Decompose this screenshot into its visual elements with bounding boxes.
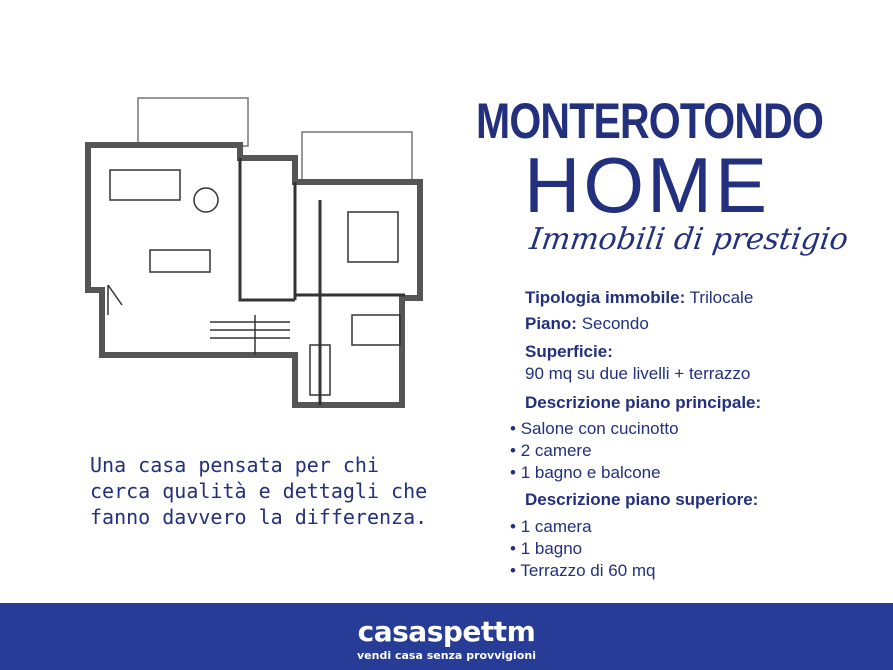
tipologia-label: Tipologia immobile: [525, 288, 686, 307]
superficie-label: Superficie: [525, 342, 613, 361]
superficie-value: 90 mq su due livelli + terrazzo [525, 364, 751, 383]
piano-value: Secondo [581, 314, 649, 333]
principale-label: Descrizione piano principale: [525, 393, 762, 412]
footer-banner [0, 603, 893, 670]
tipologia-value: Trilocale [689, 288, 754, 307]
piano-label: Piano: [525, 314, 577, 333]
principale-item: 2 camere [520, 441, 592, 460]
superiore-item: 1 bagno [520, 539, 583, 558]
title-monterotondo: MONTEROTONDO [476, 93, 824, 149]
tagline: Immobili di prestigio [527, 222, 851, 257]
superiore-item: 1 camera [520, 517, 592, 536]
brand-logo: casaspettm [357, 615, 536, 648]
principale-item: 1 bagno e balcone [520, 463, 661, 482]
principale-item: Salone con cucinotto [520, 419, 679, 438]
floor-plan [80, 90, 430, 410]
superiore-label: Descrizione piano superiore: [525, 490, 759, 509]
quote-text: Una casa pensata per chi cerca qualità e dettagli che fanno davvero la differenza. [90, 453, 428, 529]
title-home: HOME [524, 141, 770, 229]
superiore-item: Terrazzo di 60 mq [520, 561, 656, 580]
slogan: vendi casa senza provvigioni [357, 649, 536, 662]
